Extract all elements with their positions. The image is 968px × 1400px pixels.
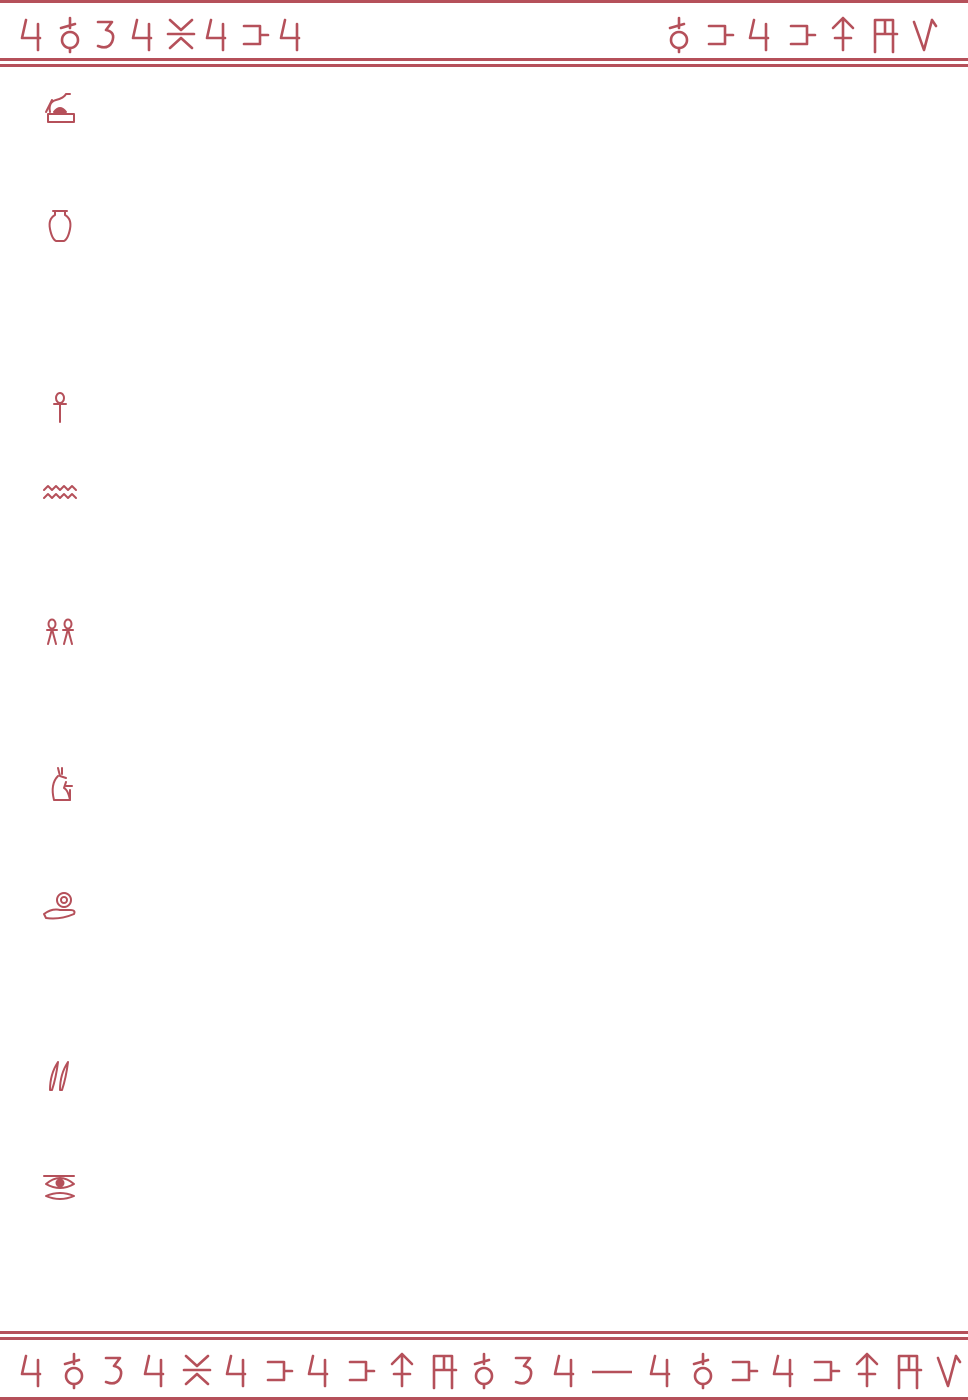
footer-rule-2 [0,1337,968,1340]
jar-icon [40,205,80,245]
reed-leaves-icon [40,1054,80,1094]
dash-glyph-icon [592,1350,632,1390]
eye-of-horus-icon [40,1166,80,1206]
coil-glyph-icon [100,1350,130,1390]
gate-glyph-icon [869,14,899,54]
hand-with-disk-icon [40,888,80,928]
bracket-glyph-icon [346,1350,376,1390]
header-top-rule [0,0,968,3]
header-rule-1 [0,58,968,61]
ankh-icon [40,388,80,428]
hook-glyph-icon [18,14,48,54]
hook-glyph-icon [277,14,307,54]
arrow-glyph-icon [852,1350,882,1390]
hook-glyph-icon [203,14,233,54]
hook-glyph-icon [223,1350,253,1390]
bracket-glyph-icon [264,1350,294,1390]
seated-jackal-icon [40,764,80,804]
bracket-glyph-icon [787,14,817,54]
loop-glyph-icon [469,1350,499,1390]
cross-glyph-icon [166,14,196,54]
arrow-glyph-icon [828,14,858,54]
loop-glyph-icon [664,14,694,54]
check-glyph-icon [910,14,940,54]
header-glyph-band [0,14,968,54]
header-rule-2 [0,64,968,67]
footer-glyph-band [0,1350,968,1390]
cross-glyph-icon [182,1350,212,1390]
double-ankh-icon [40,614,80,654]
loop-glyph-icon [688,1350,718,1390]
loop-glyph-icon [55,14,85,54]
hook-glyph-icon [770,1350,800,1390]
hook-glyph-icon [551,1350,581,1390]
coil-glyph-icon [92,14,122,54]
bracket-glyph-icon [729,1350,759,1390]
footer-rule-1 [0,1331,968,1334]
hook-glyph-icon [647,1350,677,1390]
check-glyph-icon [934,1350,964,1390]
loop-glyph-icon [59,1350,89,1390]
hook-glyph-icon [141,1350,171,1390]
bracket-glyph-icon [240,14,270,54]
hook-glyph-icon [129,14,159,54]
water-ripple-icon [40,476,80,516]
arrow-glyph-icon [387,1350,417,1390]
gate-glyph-icon [893,1350,923,1390]
gate-glyph-icon [428,1350,458,1390]
coil-glyph-icon [510,1350,540,1390]
hook-glyph-icon [18,1350,48,1390]
cobra-on-basket-icon [40,90,80,130]
hook-glyph-icon [305,1350,335,1390]
hook-glyph-icon [746,14,776,54]
bracket-glyph-icon [705,14,735,54]
bracket-glyph-icon [811,1350,841,1390]
